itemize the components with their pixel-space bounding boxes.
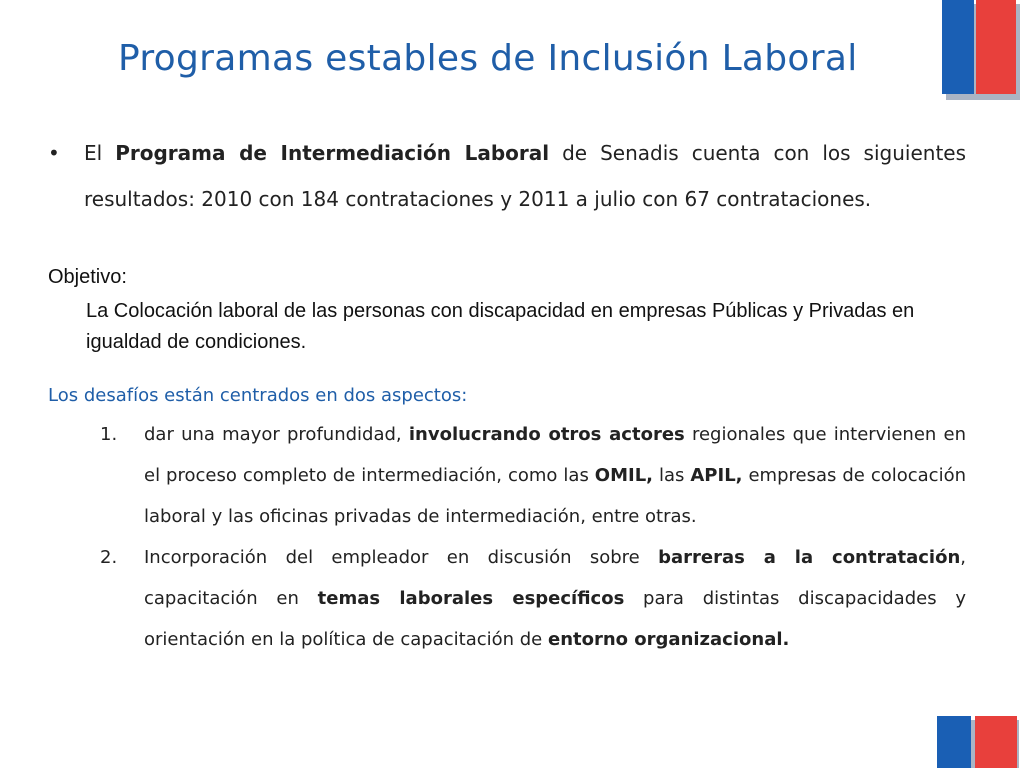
- list-item: [100, 414, 966, 537]
- challenges-heading: Los desafíos están centrados en dos aspectos:: [48, 385, 468, 406]
- intro-paragraph: [48, 130, 966, 222]
- objective-label: Objetivo:: [48, 266, 127, 288]
- item-number: 2.: [100, 547, 118, 568]
- list-item: [100, 537, 966, 660]
- challenges-list: [100, 414, 966, 660]
- objective-text: La Colocación laboral de las personas con discapacidad en empresas Públicas y Privadas en igualdad de condiciones.: [86, 300, 915, 353]
- intro-text: El Programa de Intermediación Laboral de Senadis cuenta con los siguientes resultados: 2010 con 184 contrataciones y 2011 a julio con 67 contrataciones.: [84, 141, 967, 211]
- flag-logo-bottom: [937, 716, 1021, 768]
- bullet-marker: •: [48, 141, 60, 165]
- flag-logo-top: [942, 0, 1022, 100]
- item-number: 1.: [100, 424, 118, 445]
- program-name: Programa de Intermediación Laboral: [115, 141, 550, 165]
- page-title: Programas estables de Inclusión Laboral: [118, 38, 858, 79]
- item-text: Incorporación del empleador en discusión sobre barreras a la contratación, capacitación en temas laborales específicos para distintas discapacidades y orientación en la política de capacitación de entorno organizacional.: [144, 547, 967, 650]
- item-text: dar una mayor profundidad, involucrando otros actores regionales que intervienen en el proceso completo de intermediación, como las OMIL, las APIL, empresas de colocación laboral y las oficinas privadas de intermediación, entre otras.: [144, 424, 967, 527]
